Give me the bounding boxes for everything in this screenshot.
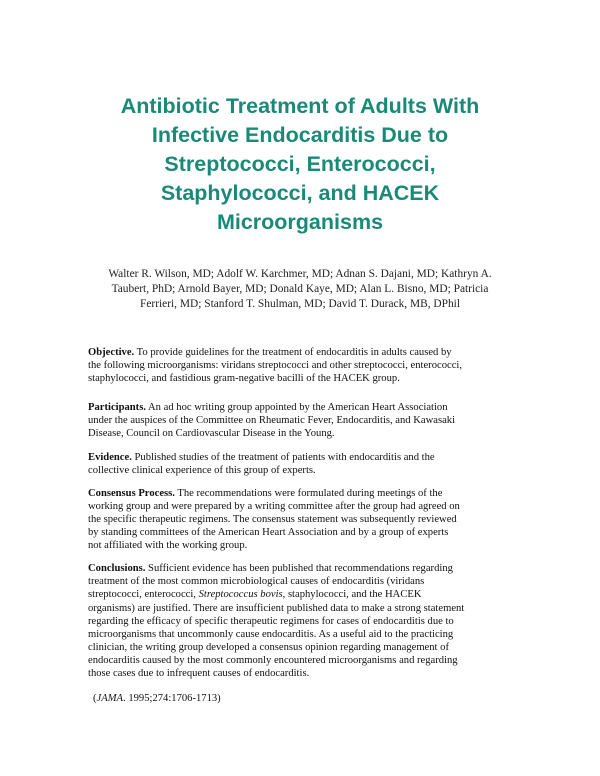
evidence-text: Published studies of the treatment of patients with endocarditis and the bbox=[131, 451, 435, 463]
title-line: Microorganisms bbox=[216, 210, 384, 234]
conclusions-line: microorganisms that uncommonly cause endocarditis. As a useful aid to the practicing bbox=[88, 628, 454, 640]
conclusions-line: regarding the efficacy of specific therapeutic regimens for cases of endocarditis due to bbox=[88, 615, 454, 627]
conclusions-label: Conclusions. bbox=[88, 563, 146, 575]
objective-line: the following microorganisms: viridans streptococci and other streptococci, enterococci, bbox=[88, 360, 462, 372]
conclusions-line bbox=[88, 588, 528, 601]
consensus-line bbox=[88, 487, 528, 500]
evidence-line bbox=[88, 451, 528, 464]
title-line: Streptococci, Enterococci, bbox=[164, 152, 436, 176]
citation-detail: . 1995;274:1706-1713) bbox=[123, 693, 221, 704]
objective-line: staphylococci, and fastidious gram-negative bacilli of the HACEK group. bbox=[88, 373, 400, 385]
consensus-text: The recommendations were formulated during meetings of the bbox=[174, 487, 443, 499]
participants-label: Participants. bbox=[88, 402, 146, 414]
consensus-line: not affiliated with the working group. bbox=[88, 540, 248, 552]
consensus-line: working group and were prepared by a writing committee after the group had agreed on bbox=[88, 500, 460, 512]
conclusions-line: those cases due to infrequent causes of endocarditis. bbox=[88, 667, 310, 679]
participants-line: under the auspices of the Committee on Rheumatic Fever, Endocarditis, and Kawasaki bbox=[88, 415, 456, 427]
conclusions-text: Sufficient evidence has been published that recommendations regarding bbox=[145, 563, 453, 575]
journal-name: JAMA bbox=[96, 693, 124, 704]
consensus-section bbox=[88, 487, 528, 552]
evidence-section bbox=[88, 451, 528, 477]
conclusions-text: streptococci, enterococci, bbox=[88, 589, 199, 601]
conclusions-line bbox=[88, 562, 528, 575]
title-line: Infective Endocarditis Due to bbox=[151, 123, 449, 147]
consensus-line: by standing committees of the American Heart Association and by a group of experts bbox=[88, 527, 449, 539]
participants-text: An ad hoc writing group appointed by the American Heart Association bbox=[145, 402, 448, 414]
evidence-label: Evidence. bbox=[88, 451, 132, 463]
citation: (JAMA. 1995;274:1706-1713) bbox=[93, 693, 221, 704]
conclusions-section bbox=[88, 562, 528, 680]
author-line: Taubert, PhD; Arnold Bayer, MD; Donald Kaye, MD; Alan L. Bisno, MD; Patricia bbox=[111, 283, 489, 295]
author-line: Ferrieri, MD; Stanford T. Shulman, MD; David T. Durack, MB, DPhil bbox=[140, 298, 460, 310]
conclusions-line: organisms) are justified. There are insufficient published data to make a strong statement bbox=[88, 602, 465, 614]
objective-text: To provide guidelines for the treatment of endocarditis in adults caused by bbox=[134, 347, 452, 358]
abstract bbox=[88, 346, 528, 680]
title-line: Staphylococci, and HACEK bbox=[160, 181, 440, 205]
objective-line bbox=[88, 346, 528, 359]
author-list bbox=[80, 267, 520, 312]
conclusions-text: , staphylococci, and the HACEK bbox=[282, 589, 422, 601]
species-name: Streptococcus bovis bbox=[198, 589, 283, 601]
evidence-line: collective clinical experience of this group of experts. bbox=[88, 464, 316, 476]
consensus-label: Consensus Process. bbox=[88, 487, 175, 499]
conclusions-line: endocarditis caused by the most commonly encountered microorganisms and regarding bbox=[88, 654, 458, 666]
article-title bbox=[60, 92, 540, 237]
title-line: Antibiotic Treatment of Adults With bbox=[120, 94, 480, 118]
objective-section bbox=[88, 346, 528, 385]
conclusions-line: clinician, the writing group developed a consensus opinion regarding management of bbox=[88, 641, 449, 653]
consensus-line: the specific therapeutic regimens. The consensus statement was subsequently reviewed bbox=[88, 513, 457, 525]
participants-line bbox=[88, 401, 528, 414]
participants-section bbox=[88, 401, 528, 440]
participants-line: Disease, Council on Cardiovascular Disease in the Young. bbox=[88, 428, 335, 440]
author-line: Walter R. Wilson, MD; Adolf W. Karchmer, MD; Adnan S. Dajani, MD; Kathryn A. bbox=[108, 268, 492, 280]
objective-label: Objective. bbox=[88, 347, 135, 358]
conclusions-line: treatment of the most common microbiological causes of endocarditis (viridans bbox=[88, 576, 425, 588]
